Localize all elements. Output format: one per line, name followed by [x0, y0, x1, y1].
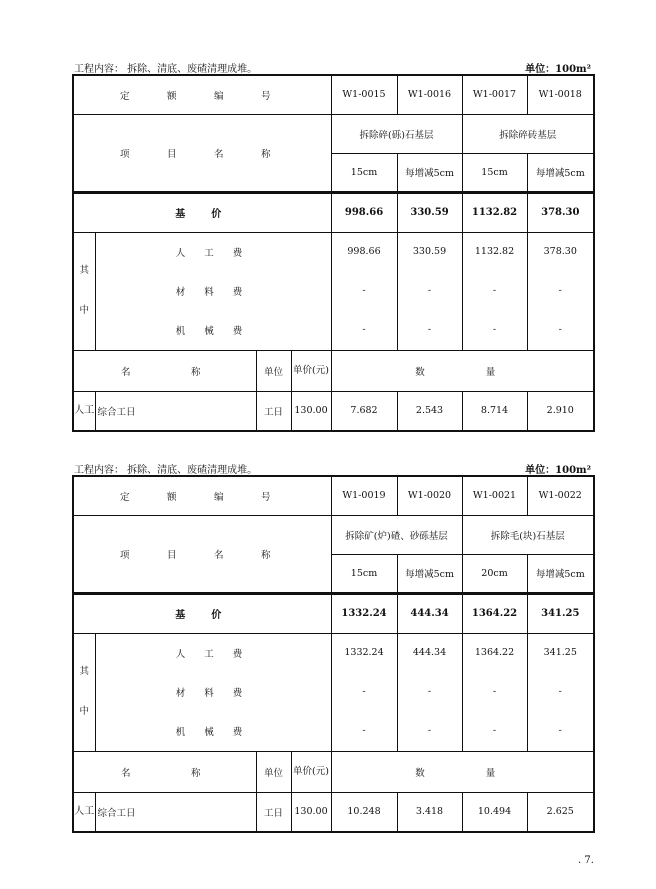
item-group: 拆除毛(块)石基层 [462, 515, 594, 554]
resource-quantity: 8.714 [462, 391, 527, 431]
cost-value: - [397, 711, 462, 751]
base-price: 378.30 [527, 192, 594, 232]
cost-row [73, 672, 594, 711]
cost-value: 1332.24 [331, 633, 397, 672]
resource-quantity: 2.625 [527, 792, 594, 832]
cost-value: - [462, 711, 527, 751]
work-content: 工程内容： 拆除、清底、废碴清理成堆。 [74, 465, 258, 476]
cost-row [73, 271, 594, 310]
base-price: 444.34 [397, 593, 462, 633]
item-spec: 20cm [462, 554, 527, 593]
quota-code: W1-0015 [331, 75, 397, 114]
item-group: 拆除矿(炉)碴、砂砾基层 [331, 515, 462, 554]
base-price: 1332.24 [331, 593, 397, 633]
item-spec: 每增减5cm [527, 554, 594, 593]
unit-header: 单位 [256, 350, 291, 391]
resource-quantity: 3.418 [397, 792, 462, 832]
code-row [73, 75, 594, 114]
quantity-header: 数 量 [331, 350, 594, 391]
cost-value: - [527, 271, 594, 310]
base-price: 341.25 [527, 593, 594, 633]
item-label: 项 目 名 称 [73, 114, 331, 192]
cost-value: - [397, 271, 462, 310]
base-price-row [73, 593, 594, 633]
name-header: 名 称 [73, 751, 256, 792]
cost-value: - [527, 310, 594, 350]
cost-row [73, 711, 594, 751]
cost-value: - [397, 672, 462, 711]
cost-row [73, 310, 594, 350]
resource-quantity: 2.543 [397, 391, 462, 431]
cost-label: 机 械 费 [95, 711, 331, 751]
cost-value: - [331, 271, 397, 310]
code-label: 定 额 编 号 [73, 75, 331, 114]
quota-section-1 [72, 58, 593, 432]
cost-value: 998.66 [331, 232, 397, 271]
section-caption [72, 58, 593, 74]
of-which-label [73, 633, 95, 751]
quota-code: W1-0018 [527, 75, 594, 114]
cost-value: - [527, 672, 594, 711]
price-header: 单价(元) [291, 350, 331, 391]
resource-quantity: 10.248 [331, 792, 397, 832]
resource-unit: 工日 [256, 792, 291, 832]
resource-header-row [73, 751, 594, 792]
cost-value: - [331, 672, 397, 711]
code-row [73, 476, 594, 515]
cost-label: 材 料 费 [95, 271, 331, 310]
resource-quantity: 7.682 [331, 391, 397, 431]
cost-value: 378.30 [527, 232, 594, 271]
quota-code: W1-0017 [462, 75, 527, 114]
cost-value: 1132.82 [462, 232, 527, 271]
base-price: 1364.22 [462, 593, 527, 633]
cost-value: 1364.22 [462, 633, 527, 672]
cost-row [73, 232, 594, 271]
of-which-1: 其 [79, 265, 89, 276]
cost-label: 人 工 费 [95, 232, 331, 271]
base-price: 998.66 [331, 192, 397, 232]
quota-code: W1-0020 [397, 476, 462, 515]
of-which-label [73, 232, 95, 350]
item-spec: 15cm [331, 153, 397, 192]
quota-code: W1-0016 [397, 75, 462, 114]
cost-value: - [462, 310, 527, 350]
resource-price: 130.00 [291, 391, 331, 431]
cost-value: 330.59 [397, 232, 462, 271]
price-header: 单价(元) [291, 751, 331, 792]
resource-price: 130.00 [291, 792, 331, 832]
quota-code: W1-0022 [527, 476, 594, 515]
item-spec: 15cm [331, 554, 397, 593]
name-header: 名 称 [73, 350, 256, 391]
cost-label: 材 料 费 [95, 672, 331, 711]
base-price-label: 基 价 [73, 192, 331, 232]
cost-value: 341.25 [527, 633, 594, 672]
unit-label: 单位：100m² [525, 64, 591, 75]
quota-section-2 [72, 459, 593, 833]
resource-name: 综合工日 [95, 391, 256, 431]
quota-table [72, 74, 595, 432]
labor-row [73, 792, 594, 832]
code-label: 定 额 编 号 [73, 476, 331, 515]
quota-code: W1-0019 [331, 476, 397, 515]
item-group: 拆除碎(砾)石基层 [331, 114, 462, 153]
item-spec: 每增减5cm [397, 554, 462, 593]
unit-label: 单位：100m² [525, 465, 591, 476]
resource-quantity: 2.910 [527, 391, 594, 431]
unit-header: 单位 [256, 751, 291, 792]
cost-row [73, 633, 594, 672]
quota-code: W1-0021 [462, 476, 527, 515]
base-price: 1132.82 [462, 192, 527, 232]
cost-value: - [397, 310, 462, 350]
base-price: 330.59 [397, 192, 462, 232]
base-price-label: 基 价 [73, 593, 331, 633]
item-group: 拆除碎砖基层 [462, 114, 594, 153]
cost-value: - [331, 711, 397, 751]
item-label: 项 目 名 称 [73, 515, 331, 593]
item-row [73, 114, 594, 153]
resource-header-row [73, 350, 594, 391]
quota-table [72, 475, 595, 833]
page-number: . 7. [578, 855, 594, 866]
labor-category: 人工 [73, 391, 95, 431]
labor-category: 人工 [73, 792, 95, 832]
item-spec: 每增减5cm [527, 153, 594, 192]
cost-value: - [331, 310, 397, 350]
labor-row [73, 391, 594, 431]
of-which-2: 中 [79, 305, 89, 316]
base-price-row [73, 192, 594, 232]
resource-quantity: 10.494 [462, 792, 527, 832]
cost-label: 机 械 费 [95, 310, 331, 350]
item-row [73, 515, 594, 554]
section-caption [72, 459, 593, 475]
of-which-2: 中 [79, 706, 89, 717]
cost-label: 人 工 费 [95, 633, 331, 672]
cost-value: - [462, 672, 527, 711]
work-content: 工程内容： 拆除、清底、废碴清理成堆。 [74, 64, 258, 75]
quantity-header: 数 量 [331, 751, 594, 792]
cost-value: - [527, 711, 594, 751]
item-spec: 15cm [462, 153, 527, 192]
resource-name: 综合工日 [95, 792, 256, 832]
of-which-1: 其 [79, 666, 89, 677]
resource-unit: 工日 [256, 391, 291, 431]
cost-value: - [462, 271, 527, 310]
cost-value: 444.34 [397, 633, 462, 672]
item-spec: 每增减5cm [397, 153, 462, 192]
